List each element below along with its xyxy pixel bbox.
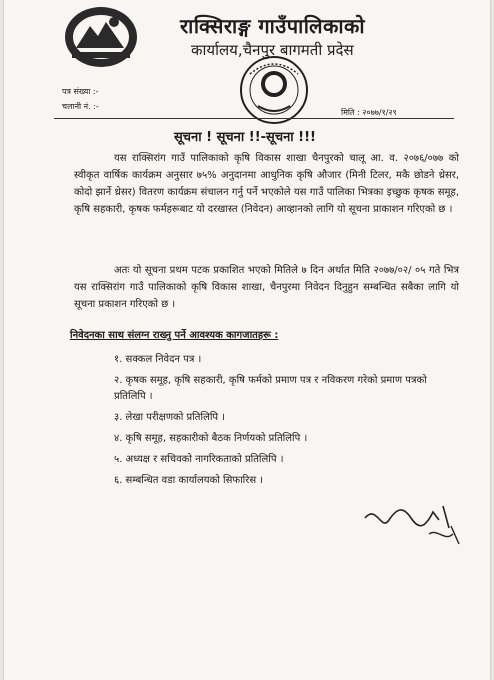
documents-list <box>114 352 444 494</box>
list-item: ५. अध्यक्ष र सचिवको नागरिकताको प्रतिलिपि । <box>114 454 284 465</box>
office-subtitle: कार्यालय,चैनपुर बागमती प्रदेस <box>191 41 354 59</box>
header-divider <box>54 118 454 119</box>
notice-date: मिति : २०७७/१/२९ <box>341 108 397 117</box>
list-item: ४. कृषि समूह, सहकारीको बैठक निर्णयको प्रतिलिपि । <box>114 433 308 444</box>
notice-page <box>4 0 490 680</box>
list-item: ३. लेखा परीक्षणको प्रतिलिपि । <box>114 412 226 423</box>
reference-number-label: पत्र संख्या :- <box>62 87 99 96</box>
office-stamp-icon <box>236 54 312 126</box>
municipality-emblem-icon <box>62 4 140 70</box>
dispatch-number-label: चलानी नं. :- <box>62 102 99 111</box>
list-item: ६. सम्बन्धित वडा कार्यालयको सिफारिस । <box>114 475 264 486</box>
signature-icon <box>359 498 469 554</box>
notice-paragraph-2: अतः यो सूचना प्रथम पटक प्रकाशित भएको मितिले ७ दिन अर्थात मिति २०७७/०२/ ०५ गते भित्र यस राक्सिरांग गाउँ पालिकाको कृषि विकास शाखा, चैनपुरमा निवेदन दिनुहुन सम्बन्धित सबैका लागि यो सूचना प्रकाशन गरिएको छ । <box>74 265 459 310</box>
documents-list-title: निवेदनका साथ संलग्न राख्नु पर्ने आवश्यक कागजातहरू : <box>70 330 279 341</box>
list-item: १. सक्कल निवेदन पत्र । <box>114 354 202 365</box>
list-item: २. कृषक समूह, कृषि सहकारी, कृषि फर्मको प्रमाण पत्र र नविकरण गरेको प्रमाण पत्रको प्रतिलिपि । <box>114 375 427 402</box>
notice-paragraph-1: यस राक्सिरांग गाउँ पालिकाको कृषि विकास शाखा चैनपुरको चालू आ. व. २०७६/०७७ को स्वीकृत वार्षिक कार्यक्रम अनुसार ७५% अनुदानमा आधुनिक कृषि औजार (मिनी टिलर, मकै छोडने थ्रेसर, कोदो झार्ने थ्रेसर) वितरण कार्यक्रम संचालन गर्नु पर्ने भएकोले यस गाउँ पालिका भित्रका इच्छुक कृषक समूह, कृषि सहकारी, कृषक फर्महरूबाट यो दरखास्त (निवेदन) आव्हानको लागि यो सूचना प्राकाशन गरिएको छ । <box>74 153 459 215</box>
office-title: राक्सिराङ्ग गाउँपालिकाको <box>180 14 366 38</box>
notice-heading: सूचना ! सूचना !!-सूचना !!! <box>174 130 316 145</box>
